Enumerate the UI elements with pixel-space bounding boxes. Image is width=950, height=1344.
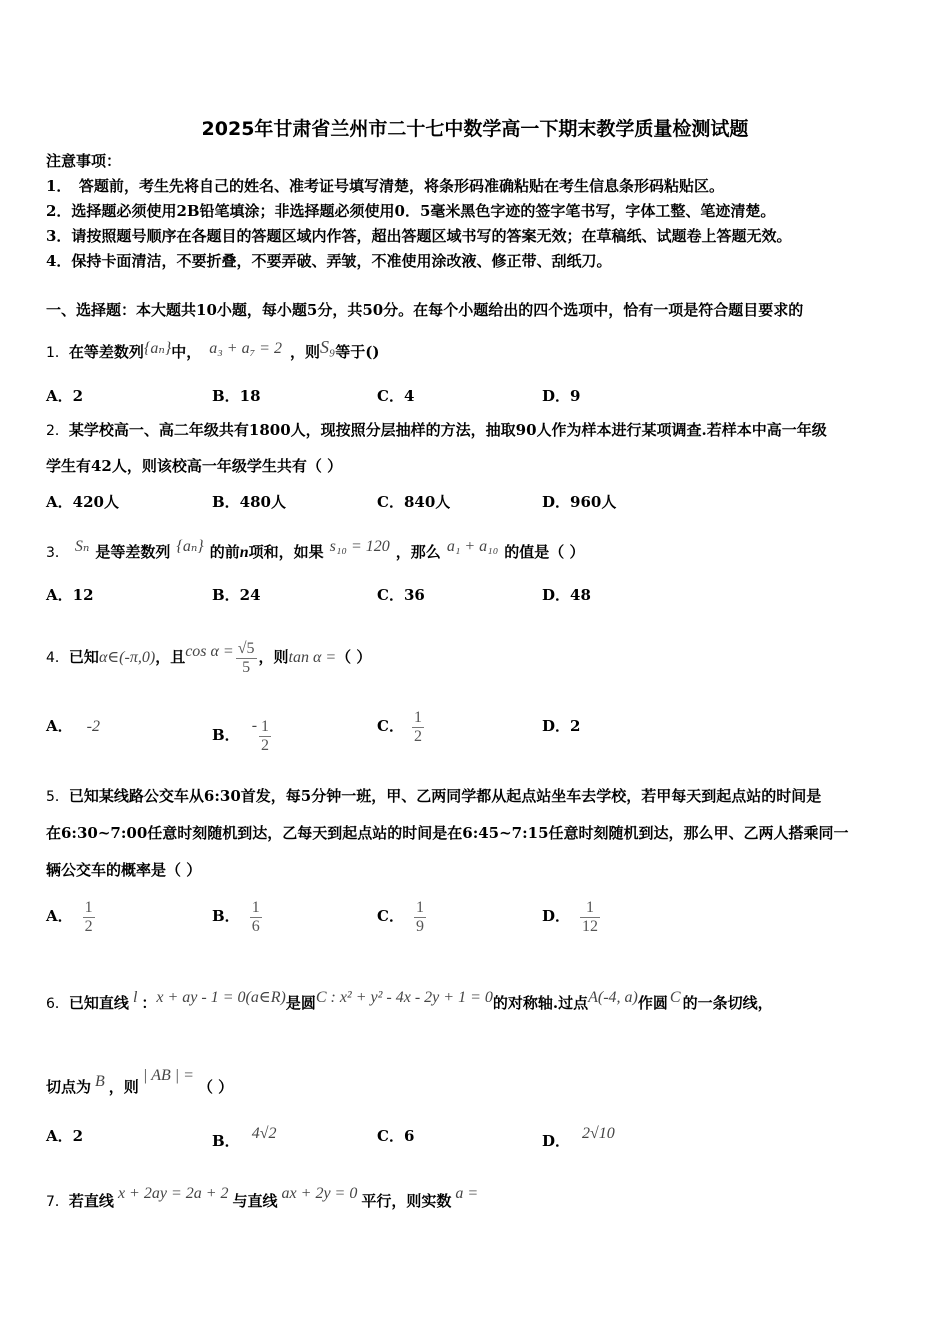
question-text: ，则	[289, 343, 320, 361]
option-a: A．2	[46, 1127, 84, 1145]
option-label: A．	[46, 907, 73, 925]
question-text: 辆公交车的概率是（ ）	[46, 861, 202, 879]
fraction-numerator: 1	[84, 898, 93, 916]
option-d: D．960人	[542, 493, 617, 511]
option-a: A．420人	[46, 493, 119, 511]
notice-item: 2．选择题必须使用2B铅笔填涂；非选择题必须使用0．5毫米黑色字迹的签字笔书写，字体工整、笔迹清楚。	[46, 202, 776, 220]
math-expression: x + ay - 1 = 0(a∈R)	[156, 989, 286, 1006]
question-number: 4．	[46, 650, 69, 666]
notice-item: 4．保持卡面清洁，不要折叠，不要弄破、弄皱，不准使用涂改液、修正带、刮纸刀。	[46, 252, 612, 270]
math-expression: | AB | =	[142, 1067, 194, 1084]
option-b: B．18	[212, 387, 261, 405]
math-variable: n	[239, 544, 249, 561]
math-expression: A(-4, a)	[588, 989, 638, 1006]
option-c: C．4	[377, 387, 415, 405]
option-c: C．840人	[377, 493, 451, 511]
question-text: 平行，则实数	[361, 1192, 452, 1210]
option-d: D．48	[542, 586, 591, 604]
option-label: B．	[212, 907, 240, 925]
question-text: 的前	[209, 543, 240, 561]
math-expression: a₃ + a₇ = 2	[209, 340, 282, 357]
question-5	[46, 786, 821, 807]
question-number: 7．	[46, 1194, 69, 1210]
question-text: 的值是（ ）	[504, 543, 585, 561]
fraction	[259, 718, 271, 755]
option-label: B．	[212, 1132, 240, 1150]
math-expression: 4√2	[251, 1125, 277, 1142]
math-expression: C	[669, 989, 681, 1006]
question-2	[46, 420, 827, 441]
fraction	[414, 899, 426, 936]
math-expression: {aₙ}	[176, 538, 204, 555]
option-d: D．9	[542, 387, 581, 405]
math-expression: {aₙ}	[143, 340, 172, 357]
question-text: ，那么	[395, 543, 441, 561]
question-text: 等于()	[335, 343, 380, 361]
fraction-numerator: 1	[415, 898, 424, 916]
question-6	[46, 988, 773, 1014]
option-c: C．36	[377, 586, 425, 604]
page-title: 2025年甘肃省兰州市二十七中数学高一下期末教学质量检测试题	[201, 118, 749, 140]
option-a: A．2	[46, 387, 84, 405]
fraction	[250, 899, 262, 936]
question-number: 6．	[46, 996, 69, 1012]
option-d	[542, 1125, 615, 1151]
fraction-denominator: 5	[242, 658, 251, 676]
math-sign: -	[251, 717, 258, 734]
option-label: C．	[377, 907, 404, 925]
section-heading: 一、选择题：本大题共10小题，每小题5分，共50分。在每个小题给出的四个选项中，恰有一项是符合题目要求的	[46, 301, 804, 319]
question-number: 5．	[46, 789, 69, 805]
math-expression: ax + 2y = 0	[281, 1185, 358, 1202]
fraction-numerator: 1	[580, 899, 600, 918]
option-label: D．	[542, 1132, 571, 1150]
fraction	[236, 640, 257, 677]
question-number: 2．	[46, 423, 69, 439]
fraction-denominator: 12	[582, 917, 599, 935]
question-text: 与直线	[232, 1192, 278, 1210]
fraction	[580, 899, 600, 936]
question-text: ，且	[155, 648, 186, 666]
notice-heading: 注意事项：	[46, 152, 122, 170]
question-text: 某学校高一、高二年级共有1800人，现按照分层抽样的方法，抽取90人作为样本进行某项调查.若样本中高一年级	[68, 421, 827, 439]
option-b	[212, 894, 264, 938]
fraction-numerator: 1	[261, 717, 270, 735]
math-expression: Sₙ	[74, 538, 90, 555]
fraction-numerator: √5	[237, 639, 255, 657]
option-b	[212, 704, 273, 757]
question-4	[46, 632, 371, 678]
question-text: ，则	[108, 1078, 139, 1096]
question-text: 学生有42人，则该校高一年级学生共有（ ）	[46, 457, 343, 475]
fraction	[83, 899, 95, 936]
math-expression: a =	[455, 1185, 479, 1202]
fraction-numerator: 1	[251, 898, 260, 916]
question-number: 1．	[46, 345, 69, 361]
question-3	[46, 537, 585, 563]
math-expression: a₁ + a₁₀	[446, 538, 499, 555]
fraction-denominator: 2	[413, 727, 422, 745]
math-expression: x + 2ay = 2a + 2	[117, 1185, 229, 1202]
question-6-continued	[46, 1066, 233, 1097]
math-expression: -2	[86, 718, 100, 735]
question-text: 在等差数列	[68, 343, 144, 361]
math-expression: cos α =	[185, 643, 234, 660]
question-text: 的一条切线，	[682, 994, 773, 1012]
fraction-denominator: 2	[261, 736, 270, 754]
question-text: （ ）	[197, 1078, 234, 1096]
fraction-denominator: 2	[84, 917, 93, 935]
math-expression: C : x² + y² - 4x - 2y + 1 = 0	[315, 989, 493, 1006]
math-expression: s₁₀ = 120	[329, 538, 390, 555]
option-label: B．	[212, 726, 240, 744]
notice-item: 3．请按照题号顺序在各题目的答题区域内作答，超出答题区域书写的答案无效；在草稿纸、试题卷上答题无效。	[46, 227, 792, 245]
option-b: B．480人	[212, 493, 286, 511]
question-text: 已知	[68, 648, 99, 666]
option-d	[542, 894, 602, 938]
question-text: 是等差数列	[95, 543, 171, 561]
option-label: D．	[542, 907, 571, 925]
question-text: 切点为	[46, 1078, 92, 1096]
question-number: 3．	[46, 545, 69, 561]
option-b: B．24	[212, 586, 261, 604]
math-expression: α∈(-π,0)	[98, 649, 156, 666]
option-c	[377, 704, 426, 748]
option-a: A．12	[46, 586, 94, 604]
question-text: 已知某线路公交车从6:30首发，每5分钟一班，甲、乙两同学都从起点站坐车去学校，若甲每天到起点站的时间是	[68, 787, 822, 805]
math-expression: 2√10	[582, 1125, 615, 1142]
math-expression: B	[95, 1073, 105, 1090]
question-text: 作圆	[637, 994, 668, 1012]
math-expression: S₉	[319, 337, 336, 357]
option-b	[212, 1125, 276, 1151]
question-text: ，则	[258, 648, 289, 666]
math-expression: l	[132, 989, 138, 1006]
fraction-denominator: 6	[251, 917, 260, 935]
question-text: 中，	[171, 343, 202, 361]
question-text: ：	[141, 994, 157, 1012]
question-text: 项和，如果	[248, 543, 324, 561]
option-c: C．6	[377, 1127, 415, 1145]
math-expression: tan α =	[288, 649, 337, 666]
fraction-numerator: 1	[413, 708, 422, 726]
question-text: 的对称轴.过点	[492, 994, 589, 1012]
option-a	[46, 704, 100, 749]
option-label: C．	[377, 717, 404, 735]
question-text: 若直线	[68, 1192, 114, 1210]
notice-item: 1． 答题前，考生先将自己的姓名、准考证号填写清楚，将条形码准确粘贴在考生信息条形码粘贴区。	[46, 177, 724, 195]
option-c	[377, 894, 428, 938]
option-d: D．2	[542, 717, 581, 735]
option-label: A．	[46, 717, 73, 735]
fraction	[412, 709, 424, 746]
fraction-denominator: 9	[415, 917, 424, 935]
question-text: 在6:30~7:00任意时刻随机到达，乙每天到起点站的时间是在6:45~7:15任意时刻随机到达，那么甲、乙两人搭乘同一	[46, 824, 849, 842]
question-text: 已知直线	[68, 994, 129, 1012]
question-text: （ ）	[336, 648, 372, 666]
option-a	[46, 894, 97, 938]
question-7	[46, 1184, 482, 1212]
question-text: 是圆	[285, 994, 316, 1012]
question-1	[46, 337, 379, 363]
